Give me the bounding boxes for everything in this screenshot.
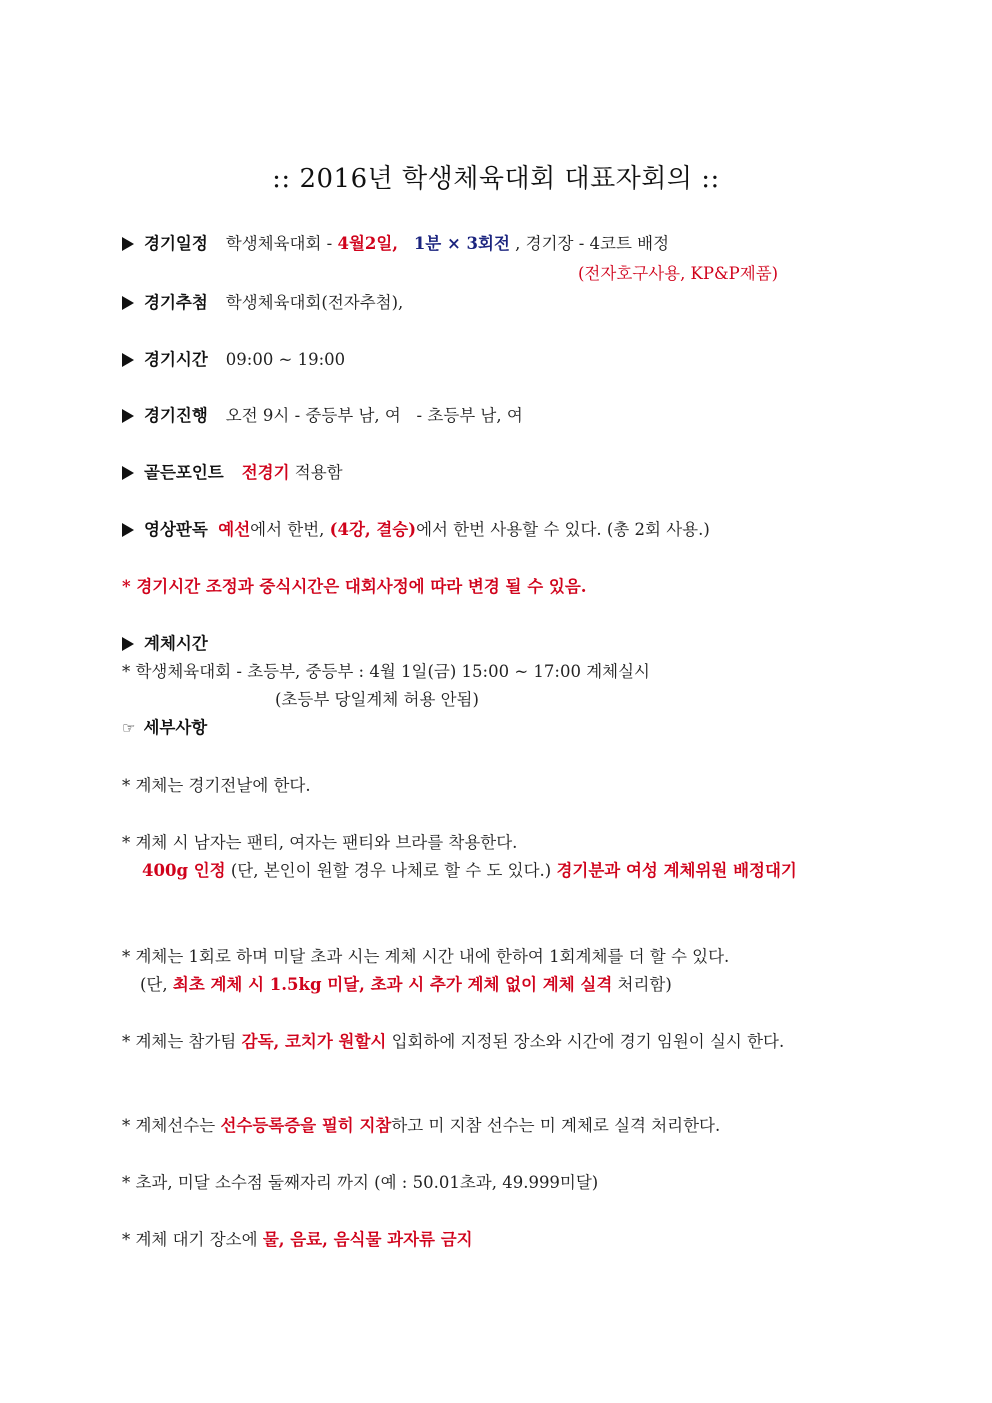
schedule-change-notice: * 경기시간 조정과 중식시간은 대회사정에 따라 변경 될 수 있음. [122, 577, 587, 596]
video-highlight-final: (4강, 결승) [329, 520, 417, 539]
details-header [122, 717, 207, 739]
pointing-hand-icon: ☞ [122, 719, 136, 737]
weighin-line-1: * 학생체육대회 - 초등부, 중등부 : 4월 1일(금) 15:00 ~ 17:00 계체실시 [122, 662, 650, 681]
video-label: 영상판독 [144, 520, 208, 539]
rule-2-line-1: * 계체 시 남자는 팬티, 여자는 팬티와 브라를 착용한다. [122, 833, 518, 852]
rule-7-highlight: 물, 음료, 음식물 과자류 금지 [262, 1230, 473, 1249]
schedule-date: 4월2일, [337, 234, 399, 253]
progress-text: 오전 9시 - 중등부 남, 여 - 초등부 남, 여 [225, 406, 523, 425]
rule-4-text-2: 입회하에 지정된 장소와 시간에 경기 임원이 실시 한다. [386, 1032, 785, 1051]
rule-2-text: (단, 본인이 원할 경우 나체로 할 수 도 있다.) [225, 861, 557, 880]
details-label: 세부사항 [143, 718, 208, 737]
rule-4-text-1: * 계체는 참가팀 [122, 1032, 242, 1051]
triangle-bullet-icon [122, 296, 134, 310]
weighin-line-2: (초등부 당일계체 허용 안됨) [275, 690, 479, 709]
rule-7 [122, 1229, 473, 1251]
rule-3-text-1: (단, [140, 975, 173, 994]
rule-3-text-2: 처리함) [612, 975, 672, 994]
draw-row [122, 292, 403, 314]
rule-6: * 초과, 미달 소수점 둘째자리 까지 (예 : 50.01초과, 49.999미달) [122, 1173, 599, 1192]
golden-row [122, 462, 343, 484]
rule-1: * 계체는 경기전날에 한다. [122, 776, 311, 795]
schedule-row [122, 233, 669, 255]
rule-5-text-2: 하고 미 지참 선수는 미 계체로 실격 처리한다. [391, 1116, 721, 1135]
triangle-bullet-icon [122, 237, 134, 251]
progress-label: 경기진행 [144, 406, 208, 425]
triangle-bullet-icon [122, 466, 134, 480]
rule-7-text: * 계체 대기 장소에 [122, 1230, 263, 1249]
rule-5-text-1: * 계체선수는 [122, 1116, 221, 1135]
schedule-note: (전자호구사용, KP&P제품) [578, 264, 779, 283]
rule-3-line-1: * 계체는 1회로 하며 미달 초과 시는 계체 시간 내에 한하여 1회계체를 더 할 수 있다. [122, 947, 730, 966]
page-title: :: 2016년 학생체육대회 대표자회의 :: [272, 164, 720, 194]
triangle-bullet-icon [122, 637, 134, 651]
time-text: 09:00 ~ 19:00 [225, 350, 346, 369]
video-text-2: 에서 한번 사용할 수 있다. (총 2회 사용.) [416, 520, 710, 539]
triangle-bullet-icon [122, 353, 134, 367]
video-text-1: 에서 한번, [250, 520, 330, 539]
rule-5-highlight: 선수등록증을 필히 지참 [220, 1116, 392, 1135]
triangle-bullet-icon [122, 523, 134, 537]
rule-2-highlight-allowance: 400g 인정 [142, 861, 226, 880]
draw-text: 학생체육대회(전자추첨), [225, 293, 404, 312]
time-row [122, 349, 345, 371]
time-label: 경기시간 [144, 350, 208, 369]
rule-2-line-2 [122, 857, 870, 884]
schedule-pre: 학생체육대회 - [225, 234, 338, 253]
video-row [122, 519, 710, 541]
schedule-post: , 경기장 - 4코트 배정 [515, 234, 670, 253]
rule-4 [122, 1028, 870, 1055]
weighin-header [122, 633, 208, 655]
rule-2-highlight-committee: 경기분과 여성 계체위원 배정대기 [556, 861, 797, 880]
weighin-label: 계체시간 [144, 634, 208, 653]
schedule-format: 1분 × 3회전 [413, 234, 510, 253]
progress-row [122, 405, 523, 427]
golden-label: 골든포인트 [144, 463, 224, 482]
rule-3-highlight: 최초 계체 시 1.5kg 미달, 초과 시 추가 계체 없이 계체 실격 [172, 975, 613, 994]
triangle-bullet-icon [122, 409, 134, 423]
golden-highlight: 전경기 [241, 463, 290, 482]
video-highlight-prelim: 예선 [218, 520, 251, 539]
draw-label: 경기추첨 [144, 293, 208, 312]
rule-5 [122, 1115, 720, 1137]
golden-text: 적용함 [294, 463, 343, 482]
rule-4-highlight: 감독, 코치가 원할시 [241, 1032, 387, 1051]
rule-3-line-2 [140, 974, 672, 996]
schedule-label: 경기일정 [144, 234, 208, 253]
